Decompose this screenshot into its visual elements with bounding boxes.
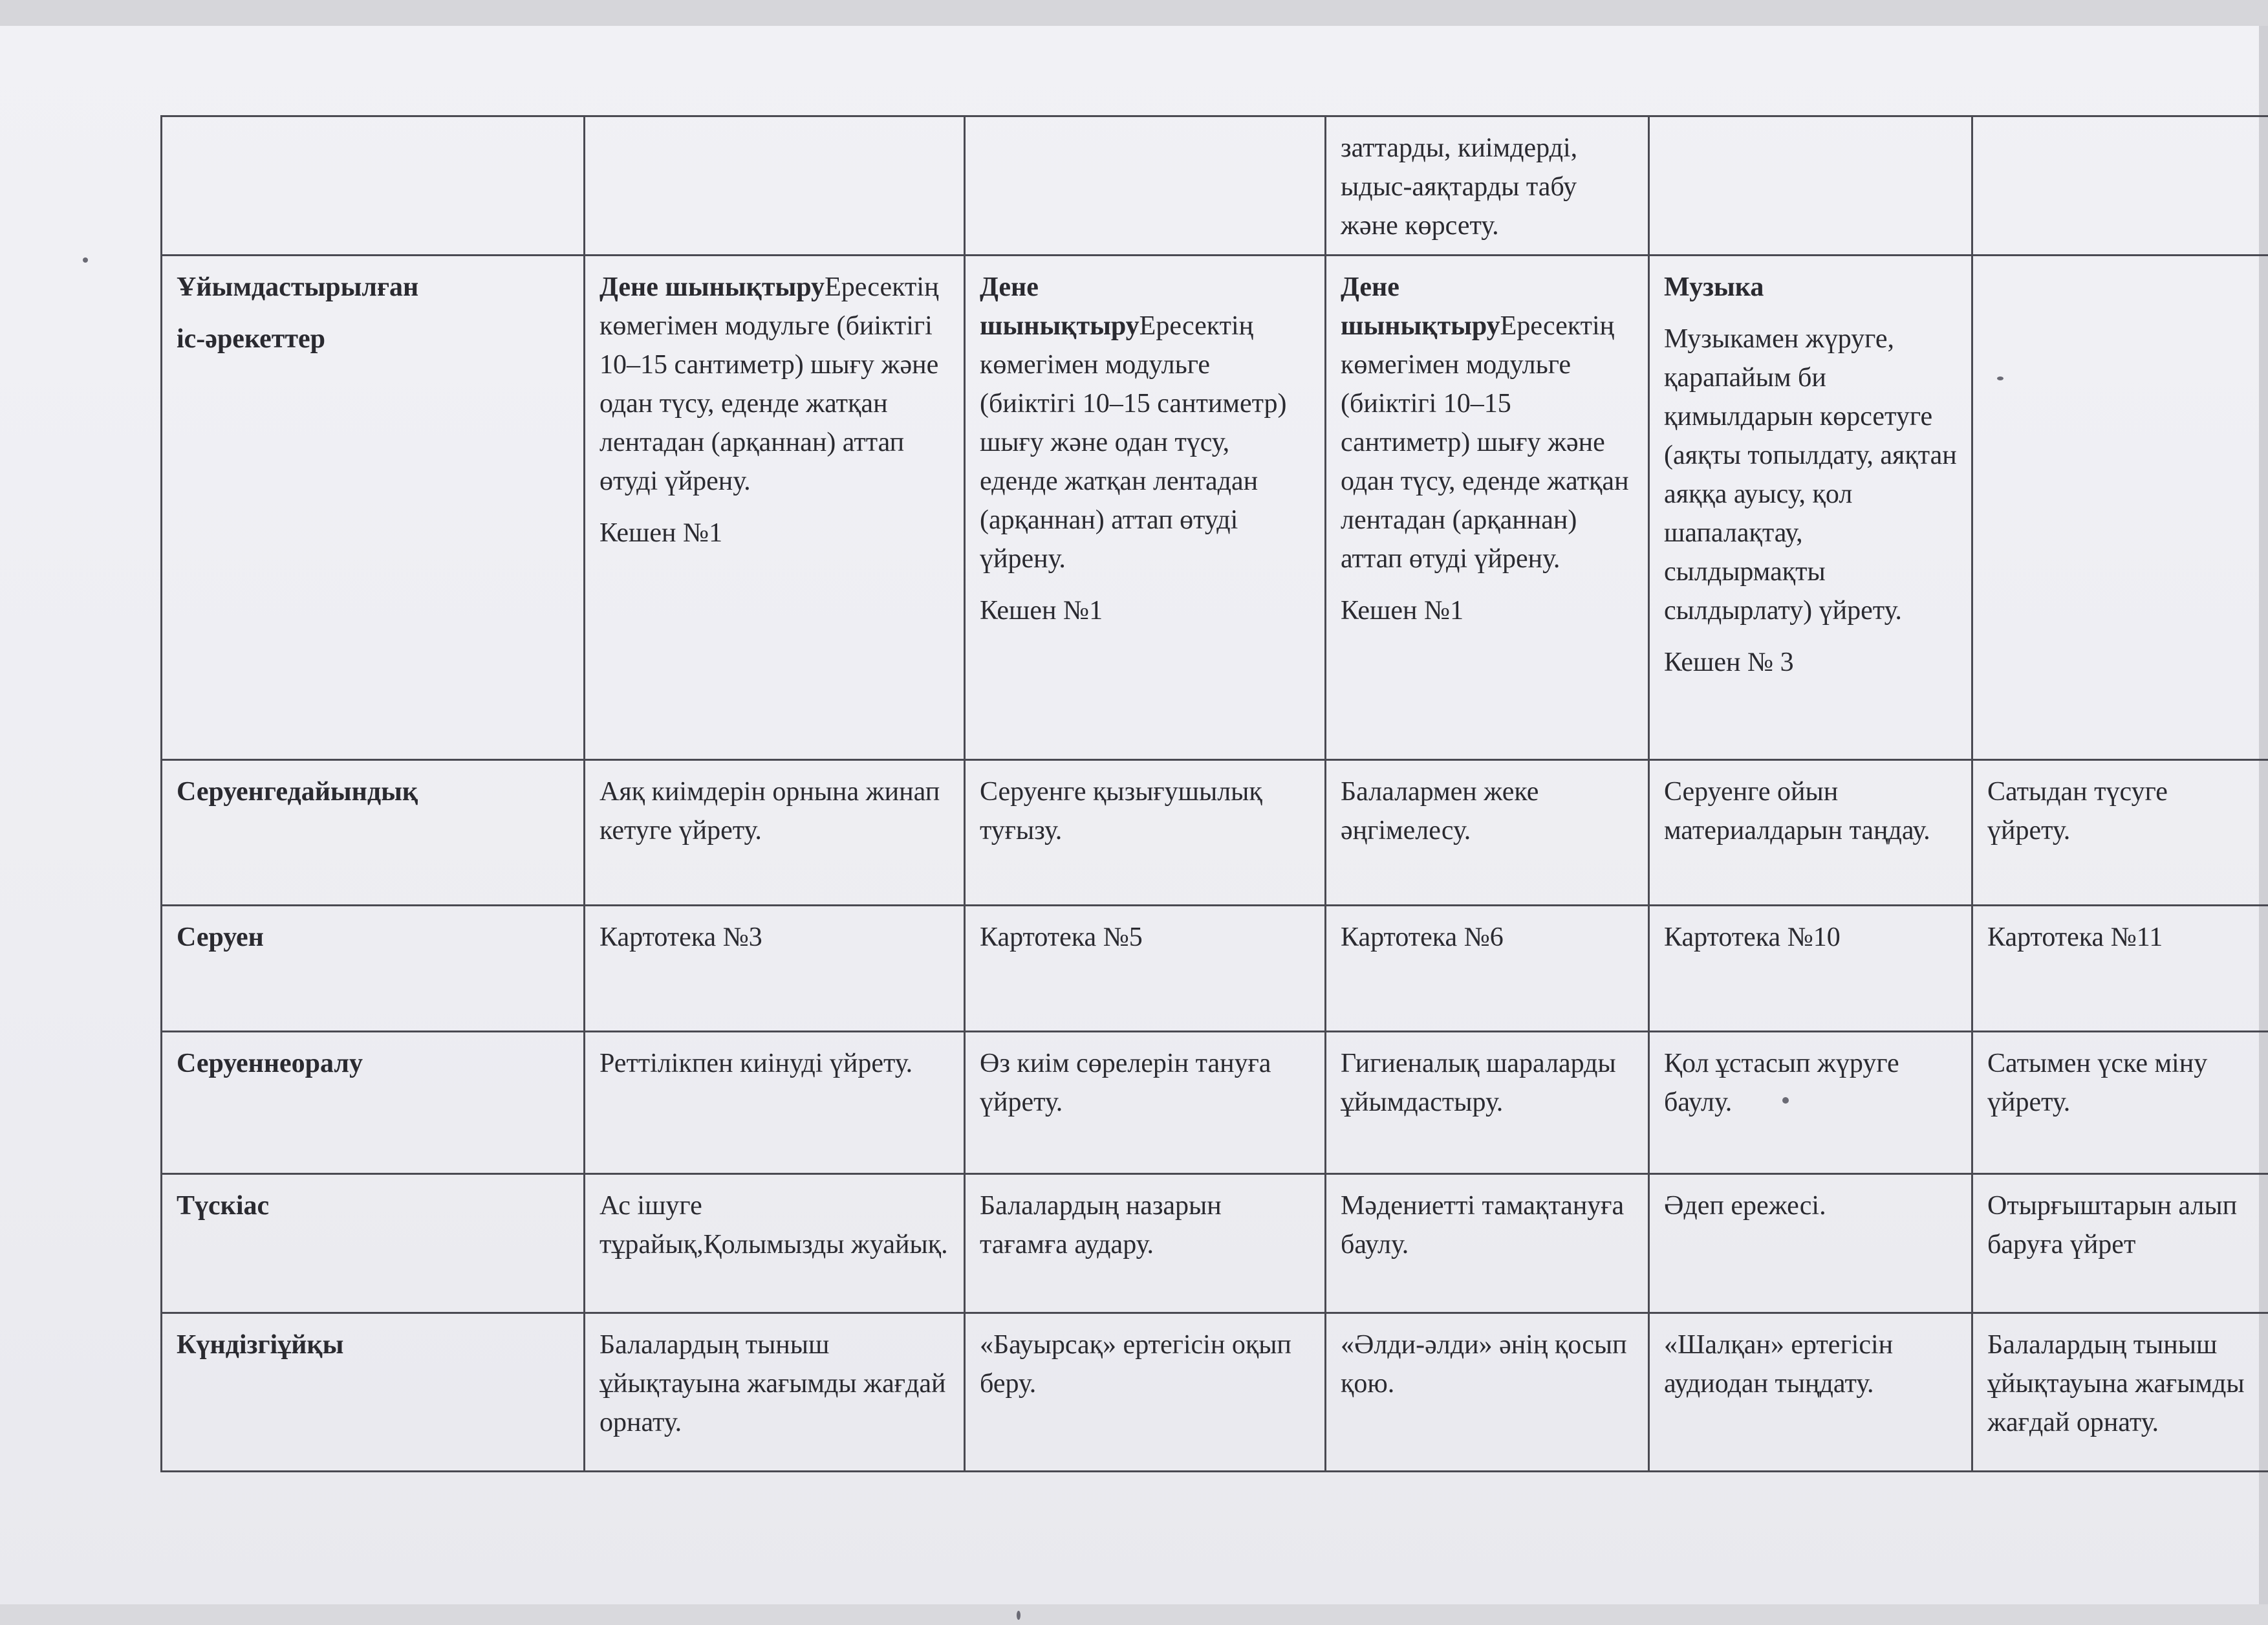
complex-label: Кешен № 3 (1664, 648, 1794, 677)
cell-empty (965, 116, 1326, 256)
cell-activity (1326, 256, 1649, 760)
table-row (162, 116, 2268, 256)
row-header-lunch: Түскіас (162, 1174, 585, 1313)
cell-activity: Картотека №5 (965, 906, 1326, 1032)
activity-title: Дене шынықтыру (980, 272, 1139, 341)
cell-activity: Отырғыштарын алып баруға үйрет (1972, 1174, 2268, 1313)
row-header-nap: Күндізгіұйқы (162, 1313, 585, 1472)
cell-activity: Серуенге қызығушылық туғызу. (965, 760, 1326, 906)
row-header-return-from-walk: Серуеннеоралу (162, 1032, 585, 1174)
cell-activity: Картотека №10 (1649, 906, 1972, 1032)
activity-title: Дене шынықтыру (1341, 272, 1500, 341)
cell-activity: Өз киім сөрелерін тануға үйрету. (965, 1032, 1326, 1174)
scan-border-top (0, 0, 2268, 26)
cell-activity: Балалардың назарын тағамға аудару. (965, 1174, 1326, 1313)
cell-text: заттарды, киімдерді, ыдыс-аяқтарды табу және көрсету. (1341, 133, 1578, 241)
cell-activity (965, 256, 1326, 760)
table-row (162, 760, 2268, 906)
cell-empty (1649, 116, 1972, 256)
scan-speck (83, 257, 88, 263)
table-row (162, 1174, 2268, 1313)
cell-activity: Реттілікпен киінуді үйрету. (585, 1032, 965, 1174)
cell-activity: Сатымен үске міну үйрету. (1972, 1032, 2268, 1174)
table-row (162, 906, 2268, 1032)
cell-activity: Балалардың тыныш ұйықтауына жағымды жағдай орнату. (585, 1313, 965, 1472)
complex-label: Кешен №1 (980, 596, 1103, 626)
cell-activity: Балалармен жеке әңгімелесу. (1326, 760, 1649, 906)
cell-activity: Гигиеналық шараларды ұйымдастыру. (1326, 1032, 1649, 1174)
cell-empty (162, 116, 585, 256)
row-header-walk-preparation: Серуенгедайындық (162, 760, 585, 906)
cell-activity: Картотека №6 (1326, 906, 1649, 1032)
cell-activity: Қол ұстасып жүруге баулу. (1649, 1032, 1972, 1174)
scan-speck (1782, 1097, 1789, 1104)
table-row (162, 1313, 2268, 1472)
activity-text: Ересектің көмегімен модульге (биіктігі 10–15 сантиметр) шығу және одан түсу, еденде жатқан лентадан (арқаннан) аттап өтуді үйрену. (980, 311, 1287, 574)
cell-activity (585, 256, 965, 760)
cell-activity: Ас ішуге тұрайық,Қолымызды жуайық. (585, 1174, 965, 1313)
row-header-walk: Серуен (162, 906, 585, 1032)
cell-activity: Мәдениетті тамақтануға баулу. (1326, 1174, 1649, 1313)
cell-activity: Аяқ киімдерін орнына жинап кетуге үйрету. (585, 760, 965, 906)
cell-empty (1972, 256, 2268, 760)
row-header-line: іс-әрекеттер (177, 324, 325, 354)
complex-label: Кешен №1 (599, 518, 723, 548)
activity-text: Ересектің көмегімен модульге (биіктігі 10–15 сантиметр) шығу және одан түсу, еденде жатқан лентадан (арқаннан) аттап өтуді үйрену. (599, 272, 939, 496)
cell-activity: Серуенге ойын материалдарын таңдау. (1649, 760, 1972, 906)
scan-speck (1997, 376, 2003, 380)
scan-speck (1017, 1611, 1021, 1620)
scan-border-bottom (0, 1604, 2268, 1625)
cell-activity (1326, 116, 1649, 256)
cell-activity: «Әлди-әлди» әнің қосып қою. (1326, 1313, 1649, 1472)
cell-activity (1649, 256, 1972, 760)
cell-activity: Картотека №3 (585, 906, 965, 1032)
cell-empty (1972, 116, 2268, 256)
table-row (162, 1032, 2268, 1174)
cell-empty (585, 116, 965, 256)
activity-text: Ересектің көмегімен модульге (биіктігі 10–15 сантиметр) шығу және одан түсу, еденде жатқан лентадан (арқаннан) аттап өтуді үйрену. (1341, 311, 1629, 574)
row-header-line: Ұйымдастырылған (177, 272, 419, 302)
cell-activity: Картотека №11 (1972, 906, 2268, 1032)
cell-activity: Әдеп ережесі. (1649, 1174, 1972, 1313)
activity-text: Музыкамен жүруге, қарапайым би қимылдарын көрсетуге (аяқты топылдату, аяқтан аяққа ауысу, қол шапалақтау, сылдырмақты сылдырлату) үйрету. (1664, 324, 1957, 626)
activity-title: Дене шынықтыру (599, 272, 825, 302)
cell-activity: «Бауырсақ» ертегісін оқып беру. (965, 1313, 1326, 1472)
activity-title: Музыка (1664, 272, 1764, 302)
cell-activity: Сатыдан түсуге үйрету. (1972, 760, 2268, 906)
row-header-organized-activities (162, 256, 585, 760)
cell-activity: «Шалқан» ертегісін аудиодан тыңдату. (1649, 1313, 1972, 1472)
complex-label: Кешен №1 (1341, 596, 1464, 626)
table-row (162, 256, 2268, 760)
cell-activity: Балалардың тыныш ұйықтауына жағымды жағдай орнату. (1972, 1313, 2268, 1472)
daily-plan-table (160, 115, 2268, 1472)
